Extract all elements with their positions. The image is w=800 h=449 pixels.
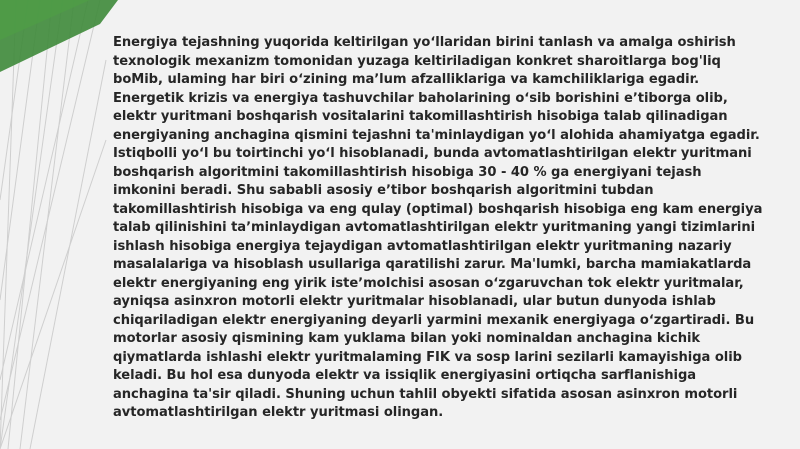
body-paragraph: Energiya tejashning yuqorida keltirilgan yoʻllaridan birini tanlash va amalga oshirish texnologik mexanizm tomonidan yuzaga keltiriladigan konkret sharoitlarga bog'liq boMib, ulaming har biri oʻzining maʼlum afzalliklariga va kamchiliklariga egadir. Energetik krizis va energiya tashuvchilar baholarining oʻsib borishini eʼtiborga olib, elektr yuritmani boshqarish vositalarini takomillashtirish hisobiga talab qilinadigan energiyaning anchagina qismini tejashni ta'minlaydigan yoʻl alohida ahamiyatga egadir. Istiqbolli yoʻl bu toirtinchi yoʻl hisoblanadi, bunda avtomatlashtirilgan elektr yuritmani boshqarish algoritmini takomillashtirish hisobiga 30 - 40 % ga energiyani tejash imkonini beradi. Shu sababli asosiy eʼtibor boshqarish algoritmini tubdan takomillashtirish hisobiga va eng qulay (optimal) boshqarish hisobiga eng kam energiya talab qilinishini taʼminlaydigan avtomatlashtirilgan elektr yuritmaning yangi tizimlarini ishlash hisobiga energiya tejaydigan avtomatlashtirilgan elektr yuritmaning nazariy masalalariga va hisoblash usullariga qaratilishi zarur. Ma'lumki, barcha mamiakatlarda elektr energiyaning eng yirik isteʼmoIchisi asosan oʻzgaruvchan tok elektr yuritmalar, ayniqsa asinxron motorli elektr yuritmalar hisoblanadi, ular butun dunyoda ishlab chiqariladigan elektr energiyaning deyarli yarmini mexanik energiyaga oʻzgartiradi. Bu motorlar asosiy qismining kam yuklama bilan yoki nominaldan anchagina kichik qiymatlarda ishlashi elektr yuritmalaming FIK va sosp larini sezilarli kamayishiga olib keladi. Bu hol esa dunyoda elektr va issiqlik energiyasini ortiqcha sarflanishiga anchagina ta'sir qiladi. Shuning uchun tahlil obyekti sifatida asosan asinxron motorli avtomatlashtirilgan elektr yuritmasi olingan. — [113, 35, 763, 420]
green-accent-shape — [0, 0, 120, 80]
slide-content — [113, 34, 765, 434]
